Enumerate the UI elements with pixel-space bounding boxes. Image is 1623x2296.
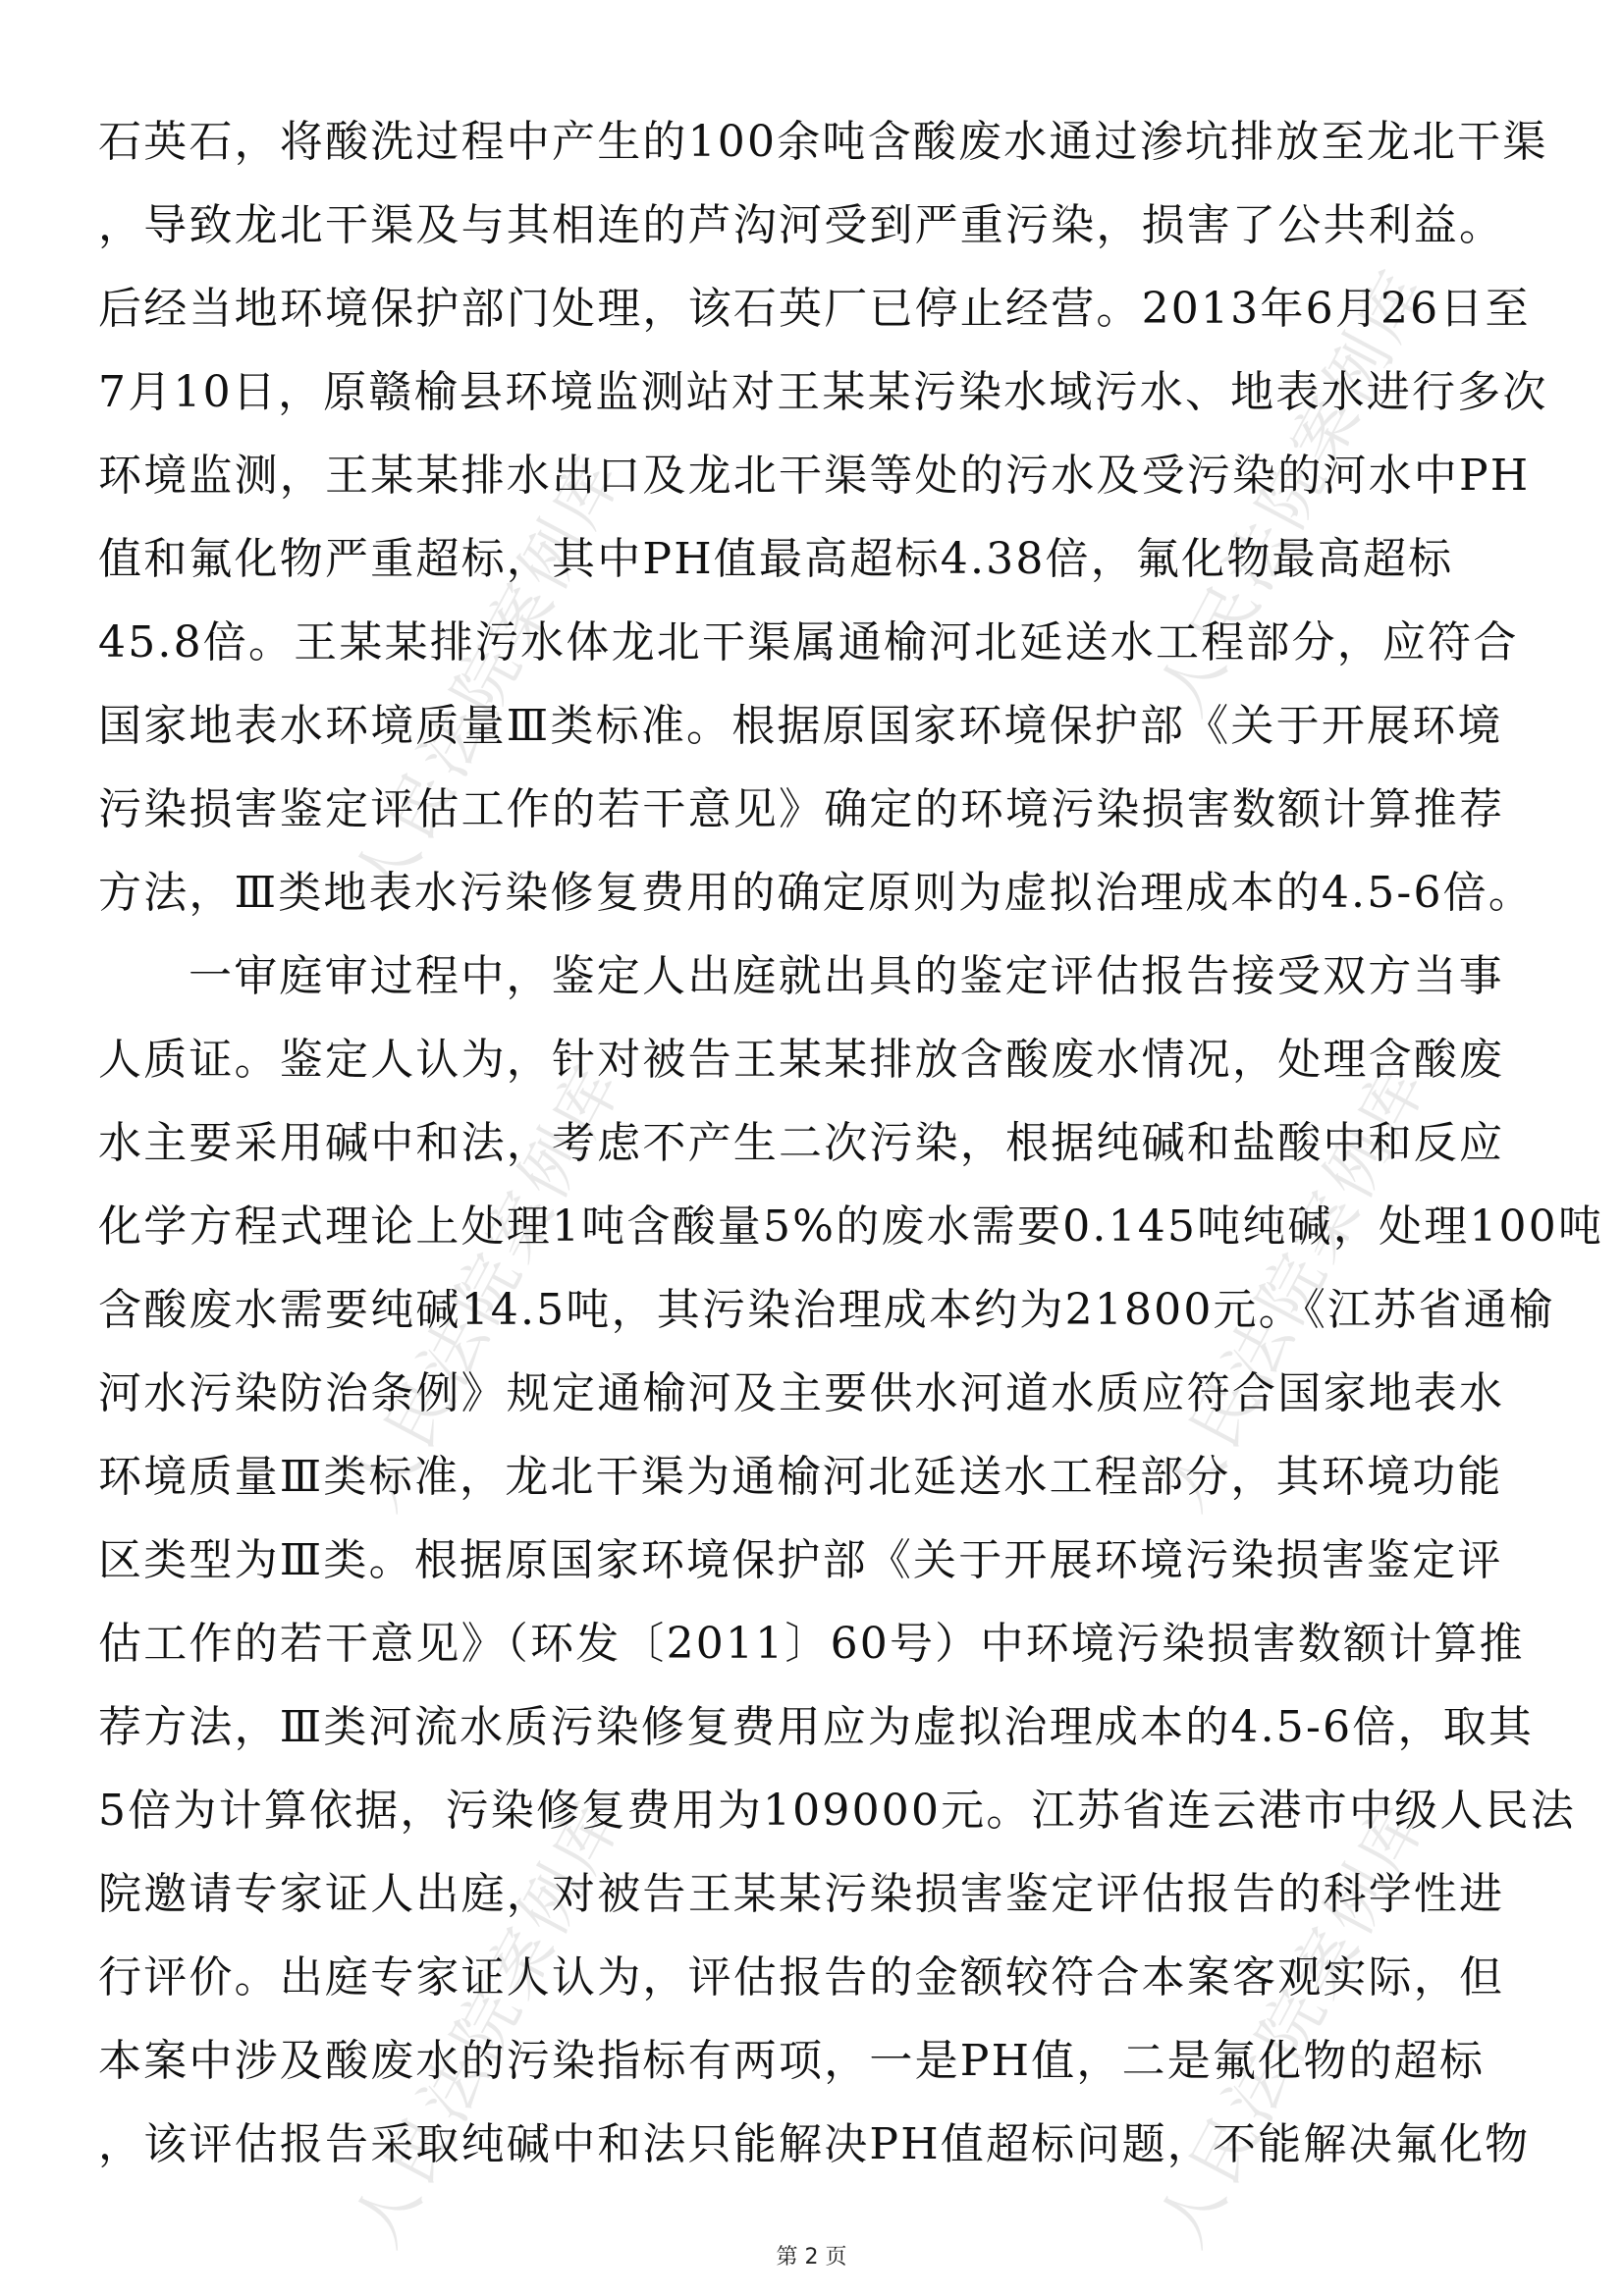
text-line: 荐方法，Ⅲ类河流水质污染修复费用应为虚拟治理成本的4.5-6倍，取其 [98, 1702, 1535, 1752]
text-line: 水主要采用碱中和法，考虑不产生二次污染，根据纯碱和盐酸中和反应 [98, 1118, 1505, 1168]
text-line: 45.8倍。王某某排污水体龙北干渠属通榆河北延送水工程部分，应符合 [98, 617, 1519, 667]
text-line: 7月10日，原赣榆县环境监测站对王某某污染水域污水、地表水进行多次 [98, 367, 1548, 417]
text-line: 5倍为计算依据，污染修复费用为109000元。江苏省连云港市中级人民法 [98, 1786, 1576, 1836]
text-line: 人质证。鉴定人认为，针对被告王某某排放含酸废水情况，处理含酸废 [98, 1035, 1505, 1085]
text-line: 环境监测，王某某排水出口及龙北干渠等处的污水及受污染的河水中PH [98, 451, 1531, 501]
text-line: 区类型为Ⅲ类。根据原国家环境保护部《关于开展环境污染损害鉴定评 [98, 1535, 1503, 1585]
text-line: 方法，Ⅲ类地表水污染修复费用的确定原则为虚拟治理成本的4.5-6倍。 [98, 868, 1535, 918]
watermark: 人民法院案例库 [338, 441, 638, 914]
text-line: 污染损害鉴定评估工作的若干意见》确定的环境污染损害数额计算推荐 [98, 784, 1505, 834]
watermark: 人民法院案例库 [338, 1049, 638, 1522]
watermark: 人民法院案例库 [1143, 1049, 1443, 1522]
watermark: 人民法院案例库 [338, 1786, 638, 2259]
text-line: 估工作的若干意见》（环发〔2011〕60号）中环境污染损害数额计算推 [98, 1619, 1525, 1669]
paragraph-start-line: 一审庭审过程中，鉴定人出庭就出具的鉴定评估报告接受双方当事 [189, 951, 1504, 1001]
text-line: 环境质量Ⅲ类标准，龙北干渠为通榆河北延送水工程部分，其环境功能 [98, 1452, 1503, 1502]
text-line: ，该评估报告采取纯碱中和法只能解决PH值超标问题，不能解决氟化物 [98, 2119, 1531, 2169]
text-line: 院邀请专家证人出庭，对被告王某某污染损害鉴定评估报告的科学性进 [98, 1869, 1505, 1919]
watermark: 人民法院案例库 [1143, 1786, 1443, 2259]
text-line: 含酸废水需要纯碱14.5吨，其污染治理成本约为21800元。《江苏省通榆 [98, 1285, 1555, 1335]
text-line: ，导致龙北干渠及与其相连的芦沟河受到严重污染，损害了公共利益。 [98, 200, 1505, 250]
text-line: 河水污染防治条例》规定通榆河及主要供水河道水质应符合国家地表水 [98, 1368, 1505, 1418]
text-line: 后经当地环境保护部门处理，该石英厂已停止经营。2013年6月26日至 [98, 284, 1531, 334]
text-line: 化学方程式理论上处理1吨含酸量5%的废水需要0.145吨纯碱，处理100吨 [98, 1201, 1604, 1252]
document-body [98, 110, 1604, 2196]
text-line: 国家地表水环境质量Ⅲ类标准。根据原国家环境保护部《关于开展环境 [98, 701, 1503, 751]
text-line: 本案中涉及酸废水的污染指标有两项，一是PH值，二是氟化物的超标 [98, 2036, 1486, 2086]
watermark: 人民法院案例库 [1143, 254, 1443, 727]
page-number: 第 2 页 [776, 2245, 847, 2269]
text-line: 石英石，将酸洗过程中产生的100余吨含酸废水通过渗坑排放至龙北干渠 [98, 117, 1548, 167]
text-line: 行评价。出庭专家证人认为，评估报告的金额较符合本案客观实际，但 [98, 1952, 1505, 2002]
text-line: 值和氟化物严重超标，其中PH值最高超标4.38倍，氟化物最高超标 [98, 534, 1454, 584]
